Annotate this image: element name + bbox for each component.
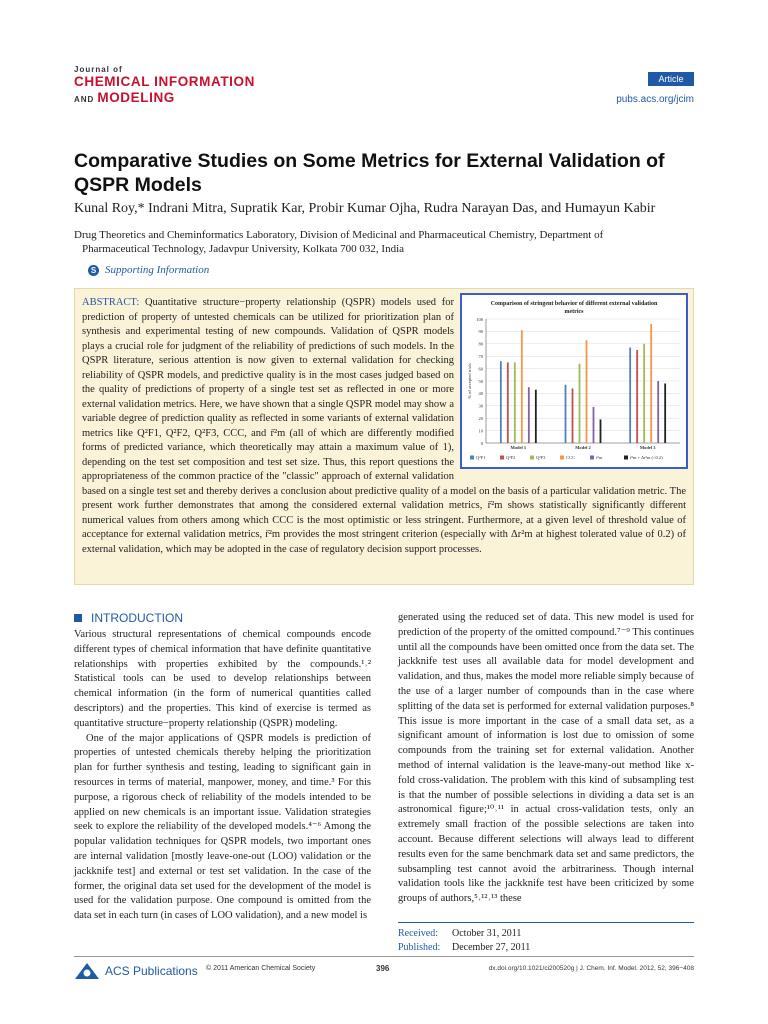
- legend-label: Q²F1: [476, 455, 486, 460]
- y-tick-label: 50: [478, 378, 483, 384]
- journal-logo-modeling: MODELING: [97, 89, 175, 105]
- chart-bar: [657, 381, 659, 443]
- legend-swatch: [624, 456, 628, 460]
- chart-bar: [528, 387, 530, 443]
- doi-citation: dx.doi.org/10.1021/ci200520g | J. Chem. Inf. Model. 2012, 52, 396−408: [488, 965, 694, 972]
- legend-swatch: [470, 456, 474, 460]
- chart-bar: [507, 362, 509, 443]
- section-marker-icon: [74, 614, 82, 622]
- y-tick-label: 90: [478, 329, 483, 335]
- chart-bar: [593, 407, 595, 443]
- page-number: 396: [376, 964, 390, 973]
- journal-logo-line2: CHEMICAL INFORMATION: [74, 74, 255, 89]
- acs-publications-logo: [74, 962, 198, 980]
- x-category-label: Model 1: [510, 445, 527, 450]
- chart-title-line1: Comparison of stringent behavior of different external validation: [490, 301, 658, 307]
- chart-bar: [579, 364, 581, 443]
- footer-divider: [74, 956, 694, 957]
- x-category-label: Model 3: [639, 445, 656, 450]
- y-tick-label: 30: [478, 403, 483, 409]
- chart-title-line2: metrics: [564, 309, 584, 315]
- journal-url-link[interactable]: pubs.acs.org/jcim: [616, 94, 694, 105]
- published-date-row: [398, 941, 694, 955]
- abstract-label: ABSTRACT:: [82, 297, 140, 308]
- article-type-badge: Article: [648, 72, 694, 86]
- chart-bar: [586, 340, 588, 443]
- chart-bar: [535, 390, 537, 443]
- intro-paragraph-3: generated using the reduced set of data. This new model is used for prediction of the property of the omitted compound.⁷⁻⁹ This continues until all the compounds have been omitted once from the data set. The jackknife test uses all available data for model development and validation, and thus, makes the model more reliable simply because of the use of a larger number of compounds than in the case where splitting of the data set is performed for external validation purposes.⁸ This issue is more important in the case of a small data set, as a significant amount of information is lost due to omission of some compounds from the training set for external validation. Another method of internal validation is the leave-many-out method like x-fold cross-validation. The problem with this kind of subsampling test is that the number of possible selections in dividing a data set is an astronomical figure;¹⁰˒¹¹ in actual cross-validation tests, only an extremely small fraction of the possible selections are taken into account. Because different selections will always lead to different results even for the same benchmark data set and same predictors, the subsampling test cannot avoid the arbitrariness. Though internal validation tools like the jackknife test have been criticized by some groups of authors,⁵˒¹²˒¹³ these: [398, 612, 694, 905]
- journal-logo-line1: Journal of: [74, 65, 123, 74]
- y-tick-label: 20: [478, 416, 483, 421]
- legend-swatch: [560, 456, 564, 460]
- supporting-info-icon: S: [88, 265, 99, 276]
- copyright-notice: © 2011 American Chemical Society: [206, 965, 316, 972]
- published-date: December 27, 2011: [452, 942, 531, 953]
- journal-logo: [74, 66, 255, 104]
- paper-title: Comparative Studies on Some Metrics for External Validation of QSPR Models: [74, 150, 665, 196]
- supporting-information-link[interactable]: [88, 264, 209, 276]
- y-tick-label: 70: [478, 354, 483, 359]
- legend-swatch: [530, 456, 534, 460]
- chart-bar: [600, 419, 602, 443]
- publication-dates: [398, 922, 694, 955]
- affiliation-line-2: Pharmaceutical Technology, Jadavpur University, Kolkata 700 032, India: [82, 243, 405, 255]
- acs-emblem-icon: [74, 962, 100, 980]
- author-list: Kunal Roy,* Indrani Mitra, Supratik Kar, Probir Kumar Ojha, Rudra Narayan Das, and Humayun Kabir: [74, 201, 656, 216]
- section-heading-introduction: [74, 611, 183, 625]
- section-heading-label: INTRODUCTION: [91, 611, 183, 625]
- journal-logo-and: AND: [74, 94, 95, 104]
- published-label: Published:: [398, 942, 441, 953]
- chart-bar: [521, 330, 523, 443]
- legend-label: r̄²m: [596, 455, 603, 460]
- x-category-label: Model 2: [575, 445, 591, 450]
- legend-swatch: [500, 456, 504, 460]
- y-tick-label: 100: [476, 316, 483, 322]
- chart-bar: [629, 348, 631, 443]
- chart-bar: [643, 344, 645, 443]
- bar-chart: [462, 295, 686, 467]
- legend-label: r̄²m + Δr²m (<0.2): [630, 455, 663, 460]
- legend-swatch: [590, 456, 594, 460]
- journal-logo-line3: [74, 91, 255, 105]
- intro-paragraph-2: One of the major applications of QSPR models is prediction of properties of untested chemicals thereby helping the prioritization plan for further synthesis and testing, leading to significant gain in resources in terms of material, manpower, money, and time.³ For this purpose, a rigorous check of reliability of the models intended to be applied on new chemicals is an important issue. Validation strategies seek to explore the reliability of the developed models.⁴⁻⁶ Among the popular validation techniques for QSPR models, two important ones are internal validation [mostly leave-one-out (LOO) validation or the jackknife test] and external or test set validation. In the case of the former, the original data set used for the development of the model is used for the validation purpose. One compound is omitted from the data set in each turn (in cases of LOO validation), and a new model is: [74, 732, 371, 922]
- received-date: October 31, 2011: [452, 928, 522, 939]
- y-axis-label: % of accepted trials: [467, 363, 472, 399]
- received-date-row: [398, 927, 694, 941]
- chart-bar: [650, 324, 652, 443]
- body-column-left: [74, 628, 371, 924]
- legend-label: CCC: [566, 455, 576, 460]
- y-tick-label: 40: [478, 391, 483, 397]
- legend-label: Q²F3: [536, 455, 546, 460]
- abstract-body: Quantitative structure−property relationship (QSPR) models used for prediction of property of untested chemicals can be utilized for prioritization plan of synthesis and experimental testing of new compounds. Validation of QSPR models plays a crucial role for judgment of the reliability of predictions of such models. In the QSPR literature, serious attention is now given to external validation for checking reliability of QSPR models, and predictive quality is in the most cases judged based on the quality of predictions of property of a single test set as reflected in one or more external validation metrics. Here, we have shown that a single QSPR model may show a variable degree of prediction quality as reflected in some variants of external validation metrics like Q²F1, Q²F2, Q²F3, CCC, and r̄²m (all of which are differently modified forms of predicted variance, which theoretically may attain a maximum value of 1), depending on the test set composition and test set size. Thus, this report questions the appropriateness of the common practice of the "classic" approach of external validation based on a single test set and thereby derives a conclusion about predictive quality of a model on the basis of a particular validation metric. The present work further demonstrates that among the considered external validation metrics, r̄²m shows statistically significantly different numerical values from others among which CCC is the most optimistic or less stringent. Furthermore, at a given level of threshold value of acceptance for external validation metrics, r̄²m provides the most stringent criterion (especially with Δr²m at highest tolerated value of 0.2) of external validation, which may be adopted in the case of regulatory decision support processes.: [82, 297, 686, 555]
- acs-publications-label: ACS Publications: [105, 964, 198, 978]
- chart-bar: [514, 362, 516, 443]
- chart-bar: [565, 385, 567, 443]
- chart-bar: [636, 350, 638, 443]
- y-tick-label: 0: [480, 440, 483, 446]
- chart-bar: [500, 361, 502, 443]
- affiliation-line-1: Drug Theoretics and Cheminformatics Laboratory, Division of Medicinal and Pharmaceutical Chemistry, Department of: [74, 229, 604, 241]
- body-column-right: [398, 611, 694, 907]
- y-tick-label: 10: [478, 428, 483, 434]
- y-tick-label: 80: [478, 341, 483, 347]
- received-label: Received:: [398, 928, 438, 939]
- intro-paragraph-1: Various structural representations of chemical compounds encode different types of chemical information that have definite quantitative relationships with properties exhibited by the compounds.¹˒² Statistical tools can be used to develop relationships between chemical information (in the form of numerical quantities called descriptors) and the properties. This kind of exercise is termed as quantitative structure−property relationship (QSPR) modeling.: [74, 629, 371, 729]
- chart-bar: [572, 388, 574, 443]
- abstract-graphic-chart: [460, 293, 688, 469]
- supporting-info-label: Supporting Information: [105, 264, 210, 276]
- legend-label: Q²F2: [506, 455, 516, 460]
- y-tick-label: 60: [478, 366, 483, 372]
- affiliation: [74, 228, 694, 256]
- chart-bar: [664, 383, 666, 443]
